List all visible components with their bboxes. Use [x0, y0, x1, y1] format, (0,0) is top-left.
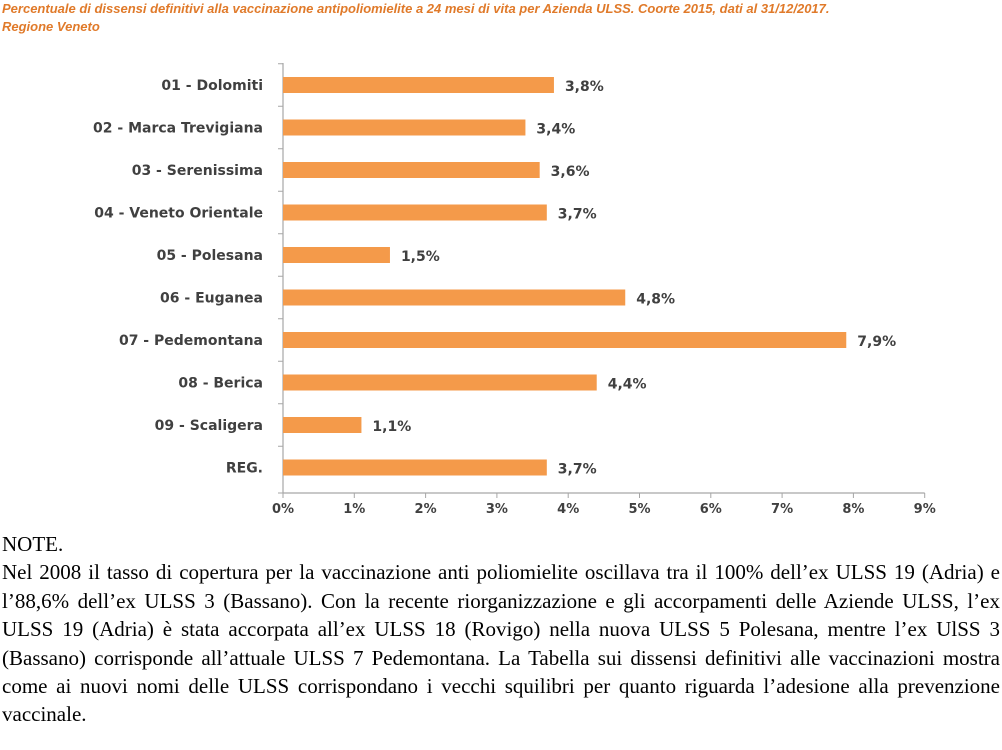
value-label: 4,4%: [607, 376, 647, 393]
value-label: 3,4%: [536, 121, 576, 138]
value-label: 4,8%: [636, 291, 676, 308]
bar-9: [283, 417, 361, 433]
bar-7: [283, 332, 846, 348]
category-label: 05 - Polesana: [156, 248, 263, 264]
bar-5: [283, 247, 390, 263]
bar-1: [283, 77, 554, 93]
value-label: 3,8%: [564, 79, 604, 95]
x-tick-label: 7%: [771, 502, 794, 517]
category-label: 07 - Pedemontana: [118, 333, 263, 349]
chart-title-line-2: Regione Veneto: [2, 19, 100, 34]
notes-heading: NOTE.: [2, 532, 64, 556]
category-label: 08 - Berica: [178, 375, 263, 392]
category-label: 02 - Marca Trevigiana: [93, 120, 263, 137]
category-label: REG.: [225, 460, 263, 477]
x-tick-label: 6%: [699, 502, 722, 517]
value-label: 7,9%: [857, 334, 897, 350]
notes-text: Nel 2008 il tasso di copertura per la vaccinazione anti poliomielite oscillava tra il 100% dell’ex ULSS 19 (Adria) e l’88,6% dell’ex ULSS 3 (Bassano). Con la recente riorganizzazione e gli accorpamenti delle Aziende ULSS, l’ex ULSS 19 (Adria) è stata accorpata all’ex ULSS 18 (Rovigo) nella nuova ULSS 5 Polesana, mentre l’ex UlSS 3 (Bassano) corrisponde all’attuale ULSS 7 Pedemontana. La Tabella sui dissensi definitivi alle vaccinazioni mostra come ai nuovi nomi delle ULSS corrispondano i vecchi squilibri per quanto riguarda l’adesione alla prevenzione vaccinale.: [2, 560, 1000, 727]
bar-4: [283, 205, 547, 221]
value-label: 3,7%: [557, 461, 597, 478]
x-tick-label: 0%: [271, 502, 295, 517]
category-label: 04 - Veneto Orientale: [94, 205, 263, 222]
value-label: 3,6%: [550, 164, 590, 180]
category-label: 09 - Scaligera: [154, 418, 263, 434]
bar-chart: [0, 55, 1002, 525]
x-tick-label: 3%: [485, 502, 508, 517]
value-label: 1,1%: [372, 419, 412, 435]
x-tick-label: 1%: [343, 502, 366, 517]
category-label: 06 - Euganea: [160, 290, 263, 307]
chart-title-line-1: Percentuale di dissensi definitivi alla vaccinazione antipoliomielite a 24 mesi di vita per Azienda ULSS. Coorte 2015, dati al 31/12/2017.: [2, 1, 830, 16]
value-label: 3,7%: [557, 206, 597, 223]
bar-3: [283, 162, 540, 178]
x-tick-label: 5%: [628, 502, 651, 517]
bar-10: [283, 460, 547, 476]
x-tick-label: 2%: [414, 502, 437, 517]
bar-2: [283, 120, 525, 136]
notes-section: [2, 530, 1000, 729]
x-tick-label: 9%: [913, 502, 936, 517]
x-tick-label: 4%: [557, 502, 580, 517]
category-label: 03 - Serenissima: [131, 163, 263, 179]
category-label: 01 - Dolomiti: [161, 78, 263, 94]
bar-6: [283, 290, 625, 306]
x-tick-label: 8%: [842, 502, 865, 517]
chart-title: [2, 0, 997, 36]
value-label: 1,5%: [400, 249, 440, 265]
bar-8: [283, 375, 597, 391]
